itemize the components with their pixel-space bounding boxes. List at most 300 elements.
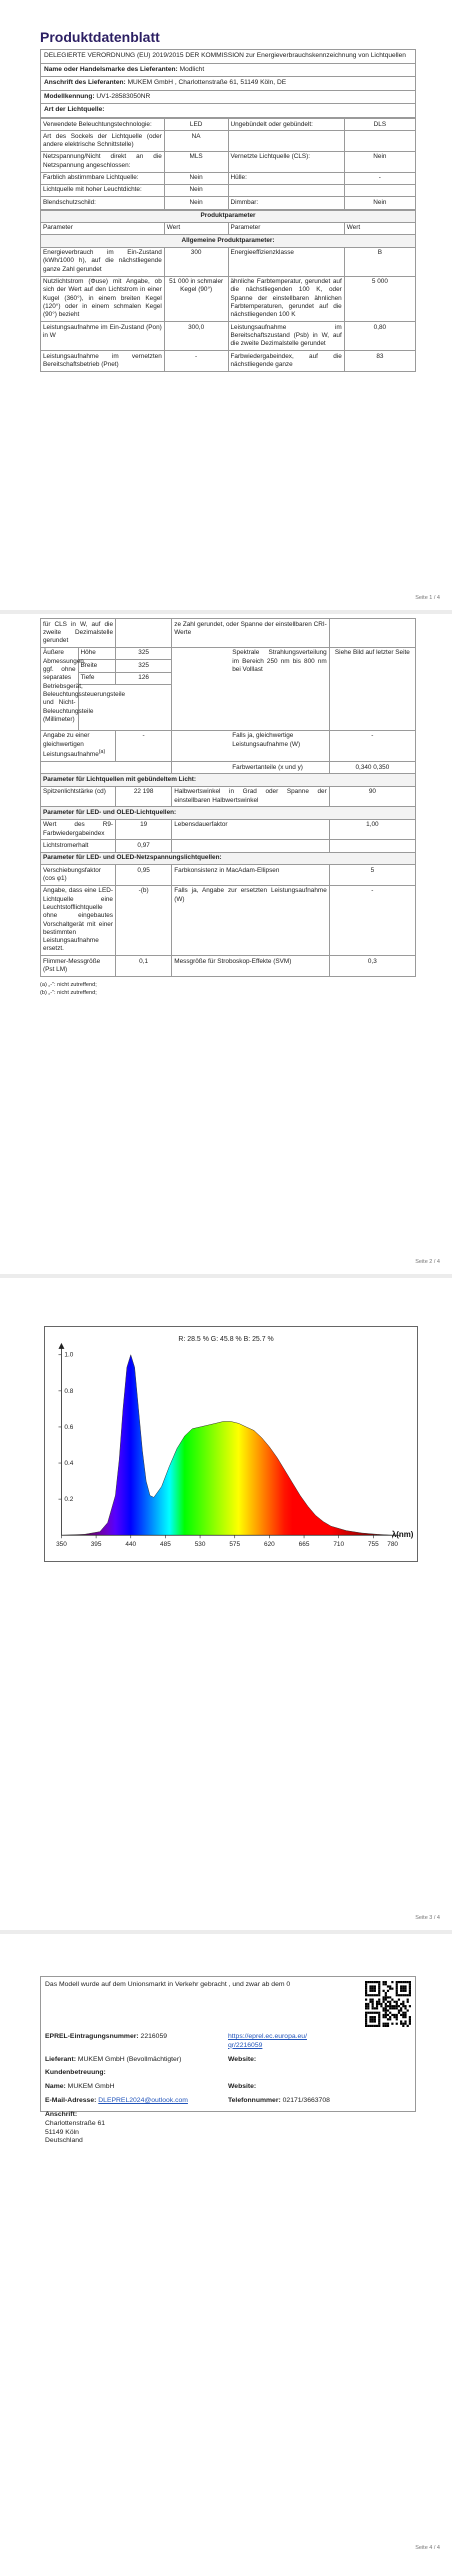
page-2-content (40, 618, 416, 998)
type-table (40, 118, 416, 210)
param-left: für CLS in W, auf die zweite Dezimalstelle gerundet (41, 619, 116, 648)
value-right (329, 840, 415, 852)
qr-module (389, 1988, 391, 1990)
continued-rows (41, 619, 416, 648)
qr-module (396, 1992, 398, 1994)
qr-module (365, 2007, 367, 2009)
addr-line-2: 51149 Köln (45, 2128, 79, 2136)
page-3 (0, 1278, 452, 1930)
qr-module (378, 2018, 380, 2020)
qr-module (380, 2003, 382, 2005)
addr-line-1: Charlottenstraße 61 (45, 2119, 106, 2127)
qr-module (376, 2001, 378, 2003)
dim-height-value: 325 (116, 647, 172, 659)
qr-module (383, 2025, 385, 2027)
value-left: - (164, 351, 228, 372)
param-left: Angabe, dass eine LED-Lichtquelle eine Leuchtstofflichtquelle ohne eingebautes Vorschaltgerät mit einer bestimmten Leistungsaufnahme ersetzt. (41, 885, 116, 956)
eprel-right (228, 2033, 411, 2051)
qr-module (365, 2018, 367, 2020)
qr-module (372, 2001, 374, 2003)
value-right: 5 (329, 865, 415, 886)
qr-module (385, 1981, 387, 1983)
qr-module (365, 2005, 367, 2007)
eprel-row (45, 2033, 411, 2051)
qr-module (385, 1996, 387, 1998)
qr-module (372, 1994, 374, 1996)
x-tick-label: 755 (367, 1541, 379, 1549)
qr-module (387, 2025, 389, 2027)
qr-module (376, 1981, 378, 1983)
param-left: Lichtstromerhalt (41, 840, 116, 852)
qr-module (409, 2023, 411, 2025)
qr-module (372, 2003, 374, 2005)
param-right: Vernetzte Lichtquelle (CLS): (228, 151, 344, 172)
name-label: Name: (45, 2083, 66, 2091)
qr-module (389, 2012, 391, 2014)
qr-module (367, 2025, 369, 2027)
qr-module (391, 1981, 393, 1983)
qr-module (396, 1990, 398, 1992)
equiv-value: - (116, 730, 172, 761)
qr-module (365, 2014, 367, 2016)
param-right: ze Zahl gerundet, oder Spanne der einstellbaren CRI-Werte (172, 619, 330, 648)
col-param-left: Parameter (41, 222, 165, 234)
qr-module (378, 1985, 380, 1987)
chroma-empty (41, 762, 172, 774)
page-number: Seite 2 / 4 (415, 1258, 440, 1265)
qr-module (369, 1990, 371, 1992)
dim-width-label: Breite (78, 660, 116, 672)
dim-depth-value: 126 (116, 672, 172, 684)
qr-module (378, 1988, 380, 1990)
param-right: Leistungsaufnahme im Bereitschaftszustand (Psb) in W, auf die zweite Dezimalstelle gerundet (228, 322, 344, 351)
qr-module (400, 2020, 402, 2022)
param-right: ähnliche Farbtemperatur, gerundet auf die nächstliegenden 100 K, oder Spanne der einstellbaren ähnlichen Farbtemperaturen, gerundet auf die nächstliegenden 100 K (228, 276, 344, 322)
qr-module (396, 1994, 398, 1996)
qr-module (396, 2003, 398, 2005)
qr-module (376, 2012, 378, 2014)
qr-module (391, 2005, 393, 2007)
qr-module (367, 2005, 369, 2007)
qr-module (369, 1994, 371, 1996)
qr-module (393, 2016, 395, 2018)
qr-module (391, 1999, 393, 2001)
equiv-label (41, 730, 116, 761)
qr-module (409, 1985, 411, 1987)
qr-module (400, 1985, 402, 1987)
qr-module (378, 1994, 380, 1996)
param-right: Dimmbar: (228, 197, 344, 209)
qr-module (387, 1990, 389, 1992)
qr-module (378, 2001, 380, 2003)
qr-module (409, 2020, 411, 2022)
qr-module (385, 2016, 387, 2018)
qr-module (404, 1981, 406, 1983)
qr-module (393, 2001, 395, 2003)
qr-module (385, 2005, 387, 2007)
qr-module (389, 2018, 391, 2020)
qr-module (402, 1981, 404, 1983)
y-tick-label: 0.6 (64, 1423, 74, 1431)
qr-module (387, 2009, 389, 2011)
qr-module (378, 2003, 380, 2005)
model-row (40, 91, 416, 105)
table-row (41, 351, 416, 372)
dim-depth-label: Tiefe (78, 672, 116, 684)
qr-module (374, 2018, 376, 2020)
website-label-2: Website: (228, 2083, 257, 2091)
addr-label: Anschrift: (45, 2110, 78, 2118)
qr-module (404, 1988, 406, 1990)
param-right: Farbwiedergabeindex, auf die nächstliegende ganze (228, 351, 344, 372)
table-row (41, 619, 416, 648)
qr-module (396, 1981, 398, 1983)
qr-module (402, 2003, 404, 2005)
qr-module (404, 2012, 406, 2014)
qr-module (383, 1981, 385, 1983)
qr-module (374, 1990, 376, 1992)
qr-module (396, 2005, 398, 2007)
qr-module (393, 2005, 395, 2007)
eprel-value: 2216059 (140, 2033, 168, 2040)
value-right: Nein (344, 197, 415, 209)
email-label: E-Mail-Adresse: (45, 2097, 97, 2105)
page-number: Seite 3 / 4 (415, 1914, 440, 1921)
qr-module (367, 1994, 369, 1996)
qr-module (393, 2007, 395, 2009)
value-right: - (344, 172, 415, 184)
value-left: NA (164, 131, 228, 152)
value-right: B (344, 247, 415, 276)
qr-module (372, 2016, 374, 2018)
qr-module (404, 1990, 406, 1992)
page-number: Seite 4 / 4 (415, 2544, 440, 2551)
y-tick-label: 1.0 (64, 1351, 74, 1359)
qr-module (404, 2016, 406, 2018)
qr-module (369, 2020, 371, 2022)
param-left: Art des Sockels der Lichtquelle (oder andere elektrische Schnittstelle) (41, 131, 165, 152)
brand-label: Name oder Handelsmarke des Lieferanten: (44, 65, 178, 73)
qr-module (372, 2025, 374, 2027)
qr-module (374, 2012, 376, 2014)
spectral-value: Siehe Bild auf letzter Seite (329, 647, 415, 730)
value-left: Nein (164, 184, 228, 196)
y-tick-label: 0.8 (64, 1387, 74, 1395)
qr-module (398, 1999, 400, 2001)
email-link[interactable]: DLEPREL2024@outlook.com (98, 2097, 188, 2105)
x-axis-unit-label: λ(nm) (391, 1530, 414, 1540)
equiv-sup: (a) (98, 749, 106, 756)
service-row (45, 2069, 411, 2078)
qr-module (404, 2005, 406, 2007)
qr-module (365, 2020, 367, 2022)
y-tick-label: 0.4 (64, 1460, 74, 1468)
contact-row (45, 2097, 411, 2106)
eprel-left (45, 2033, 228, 2051)
footnote-a: (a) „-“: nicht zutreffend; (40, 981, 97, 988)
qr-module (391, 2014, 393, 2016)
qr-module (365, 2016, 367, 2018)
general-params-body (41, 247, 416, 371)
table-row (41, 786, 416, 807)
qr-module (400, 1981, 402, 1983)
address-label: Anschrift des Lieferanten: (44, 79, 126, 87)
qr-module (367, 2007, 369, 2009)
document-title: Produktdatenblatt (40, 29, 160, 45)
qr-module (369, 1999, 371, 2001)
qr-module (385, 1992, 387, 1994)
qr-module (402, 2014, 404, 2016)
qr-module (385, 2025, 387, 2027)
param-left: Leistungsaufnahme im vernetzten Bereitschaftsbetrieb (Pnet) (41, 351, 165, 372)
table-row (41, 247, 416, 276)
qr-module (383, 2001, 385, 2003)
qr-module (398, 2005, 400, 2007)
qr-module (391, 1988, 393, 1990)
qr-module (387, 2023, 389, 2025)
table-row (41, 276, 416, 322)
qr-module (376, 2003, 378, 2005)
param-left: Netzspannung/Nicht direkt an die Netzspannung angeschlossen: (41, 151, 165, 172)
qr-module (404, 2020, 406, 2022)
qr-module (402, 2025, 404, 2027)
eprel-grid (45, 2033, 411, 2151)
qr-module (391, 2023, 393, 2025)
value-left: 22 198 (116, 786, 172, 807)
qr-module (365, 2012, 367, 2014)
page-1 (0, 0, 452, 610)
param-left: Energieverbrauch im Ein-Zustand (kWh/1000 h), auf die nächstliegende ganze Zahl gerundet (41, 247, 165, 276)
qr-module (409, 1994, 411, 1996)
param-left: Spitzenlichtstärke (cd) (41, 786, 116, 807)
qr-module (409, 1983, 411, 1985)
param-right: Messgröße für Stroboskop-Effekte (SVM) (172, 956, 330, 977)
qr-module (380, 2005, 382, 2007)
param-left: Leistungsaufnahme im Ein-Zustand (Pon) in W (41, 322, 165, 351)
value-right: Nein (344, 151, 415, 172)
name-value: MUKEM GmbH (67, 2083, 115, 2091)
qr-module (396, 2018, 398, 2020)
page-2 (0, 614, 452, 1274)
table-row (41, 956, 416, 977)
x-tick-label: 665 (298, 1541, 310, 1549)
type-table-body (41, 119, 416, 210)
table-row (41, 151, 416, 172)
footnotes (40, 981, 416, 998)
x-tick-label: 350 (56, 1541, 67, 1549)
product-params-heading: Produktparameter (41, 210, 416, 222)
qr-module (365, 1981, 367, 1983)
page-number: Seite 1 / 4 (415, 594, 440, 601)
param-left: Flimmer-Messgröße (Pst LM) (41, 956, 116, 977)
param-right: Halbwertswinkel in Grad oder Spanne der einstellbaren Halbwertswinkel (172, 786, 330, 807)
qr-code-icon[interactable] (365, 1981, 411, 2027)
qr-module (404, 1985, 406, 1987)
page2-table (40, 618, 416, 977)
address-value: MUKEM GmbH , Charlottenstraße 61, 51149 Köln, DE (127, 79, 287, 87)
qr-module (372, 1999, 374, 2001)
param-right: Falls ja, Angabe zur ersetzten Leistungsaufnahme (W) (172, 885, 330, 956)
spectrum-chart-svg (44, 1326, 418, 1562)
equiv-right-label: Falls ja, gleichwertige Leistungsaufnahme (W) (172, 730, 330, 761)
led-heading: Parameter für LED- und OLED-Lichtquellen: (41, 807, 416, 819)
value-right: 1,00 (329, 819, 415, 840)
qr-module (372, 1981, 374, 1983)
qr-module (385, 2023, 387, 2025)
qr-module (383, 1999, 385, 2001)
qr-module (385, 1983, 387, 1985)
name-row (45, 2083, 411, 2092)
brand-value: Modlicht (179, 65, 205, 73)
qr-module (409, 2016, 411, 2018)
qr-module (407, 1994, 409, 1996)
value-right (344, 131, 415, 152)
qr-module (369, 2012, 371, 2014)
qr-module (387, 2005, 389, 2007)
param-right: Hülle: (228, 172, 344, 184)
qr-module (378, 2020, 380, 2022)
value-left: 51 000 in schmaler Kegel (90°) (164, 276, 228, 322)
value-left: 300 (164, 247, 228, 276)
qr-module (398, 1981, 400, 1983)
qr-module (372, 2007, 374, 2009)
col-param-right: Parameter (228, 222, 344, 234)
qr-module (369, 2016, 371, 2018)
qr-module (400, 2023, 402, 2025)
table-row (41, 119, 416, 131)
y-tick-label: 0.2 (64, 1496, 74, 1504)
qr-module (402, 1994, 404, 1996)
qr-module (367, 2003, 369, 2005)
page-1-content (40, 28, 416, 372)
chroma-value: 0,340 0,350 (329, 762, 415, 774)
qr-module (398, 1994, 400, 1996)
qr-module (402, 2016, 404, 2018)
table-row (41, 865, 416, 886)
value-right: 0,80 (344, 322, 415, 351)
x-tick-label: 395 (90, 1541, 102, 1549)
value-right: - (329, 885, 415, 956)
qr-module (396, 1985, 398, 1987)
dimensions-label: Äußere Abmessungen, ggf. ohne separates Betriebsgerät, Beleuchtungssteuerungsteile und Nicht-Beleuchtungsteile (Millimeter) (41, 647, 79, 730)
table-row (41, 819, 416, 840)
qr-module (365, 1985, 367, 1987)
qr-module (376, 1994, 378, 1996)
param-left: Blendschutzschild: (41, 197, 165, 209)
qr-module (393, 2014, 395, 2016)
qr-module (383, 1996, 385, 1998)
qr-module (372, 2020, 374, 2022)
qr-module (396, 2014, 398, 2016)
param-right (172, 840, 330, 852)
qr-module (409, 1990, 411, 1992)
qr-module (374, 1985, 376, 1987)
qr-module (369, 1985, 371, 1987)
qr-module (402, 1988, 404, 1990)
page-4 (0, 1934, 452, 2560)
qr-module (374, 1981, 376, 1983)
qr-module (407, 1981, 409, 1983)
qr-module (376, 2007, 378, 2009)
param-left: Farblich abstimmbare Lichtquelle: (41, 172, 165, 184)
qr-module (365, 2025, 367, 2027)
qr-module (387, 2018, 389, 2020)
qr-module (385, 1994, 387, 1996)
param-right: Energieeffizienzklasse (228, 247, 344, 276)
qr-module (378, 2012, 380, 2014)
supplier-row (45, 2056, 411, 2065)
qr-module (402, 2001, 404, 2003)
qr-module (383, 2016, 385, 2018)
value-right: 0,3 (329, 956, 415, 977)
general-heading: Allgemeine Produktparameter: (41, 235, 416, 247)
service-label: Kundenbetreuung: (45, 2069, 106, 2077)
value-right: 83 (344, 351, 415, 372)
qr-module (402, 2012, 404, 2014)
name-left (45, 2083, 228, 2092)
x-tick-label: 485 (160, 1541, 171, 1549)
qr-module (385, 2012, 387, 2014)
market-intro: Das Modell wurde auf dem Unionsmarkt in Verkehr gebracht , und zwar ab dem 0 (45, 1981, 291, 1988)
equiv-right-value: - (329, 730, 415, 761)
qr-module (374, 1994, 376, 1996)
table-row (41, 131, 416, 152)
qr-module (396, 2001, 398, 2003)
value-left: 0,1 (116, 956, 172, 977)
value-left: MLS (164, 151, 228, 172)
qr-module (385, 2003, 387, 2005)
qr-module (383, 2023, 385, 2025)
qr-module (400, 1988, 402, 1990)
value-right: 90 (329, 786, 415, 807)
qr-module (365, 2023, 367, 2025)
address-block (45, 2111, 411, 2146)
col-value-left: Wert (164, 222, 228, 234)
address-row (40, 77, 416, 91)
param-left: Verschiebungsfaktor (cos φ1) (41, 865, 116, 886)
qr-module (387, 1996, 389, 1998)
qr-module (369, 1981, 371, 1983)
spectrum-chart (44, 1326, 418, 1566)
param-right (228, 131, 344, 152)
qr-module (385, 2009, 387, 2011)
supplier-value: MUKEM GmbH (Bevollmächtigter) (77, 2055, 182, 2063)
value-left: Nein (164, 197, 228, 209)
qr-module (402, 1985, 404, 1987)
table-row (41, 197, 416, 209)
qr-module (400, 2009, 402, 2011)
param-right: Ungebündelt oder gebündelt: (228, 119, 344, 131)
qr-module (365, 1988, 367, 1990)
supplier-left (45, 2056, 228, 2065)
qr-module (383, 2009, 385, 2011)
qr-module (385, 1999, 387, 2001)
qr-module (409, 2018, 411, 2020)
qr-module (400, 2014, 402, 2016)
qr-module (376, 2005, 378, 2007)
product-params-table (40, 210, 416, 372)
qr-module (365, 1999, 367, 2001)
qr-module (365, 1994, 367, 1996)
qr-module (389, 2007, 391, 2009)
qr-module (396, 1983, 398, 1985)
qr-module (372, 1990, 374, 1992)
qr-module (374, 2007, 376, 2009)
value-left: 19 (116, 819, 172, 840)
eprel-link[interactable]: https://eprel.ec.europa.eu/qr/2216059 (228, 2033, 307, 2049)
qr-module (378, 1999, 380, 2001)
value-left: 0,95 (116, 865, 172, 886)
